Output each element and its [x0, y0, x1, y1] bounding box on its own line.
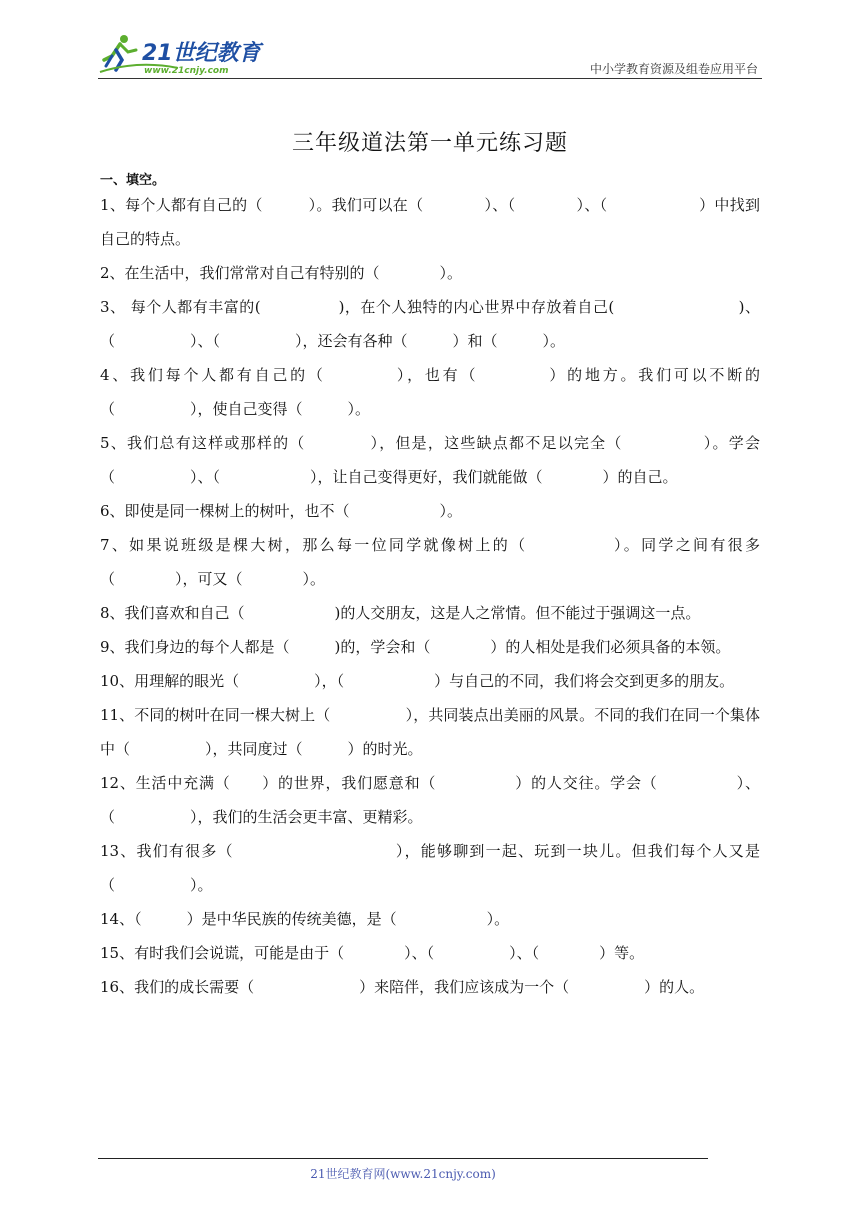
platform-tagline: 中小学教育资源及组卷应用平台 — [589, 62, 758, 76]
question-item: 10、用理解的眼光（ ），（ ）与自己的不同，我们将会交到更多的朋友。 — [100, 672, 735, 690]
question-item: 2、在生活中，我们常常对自己有特别的（ ）。 — [100, 264, 463, 282]
logo-url: www.21cnjy.com — [144, 66, 229, 76]
question-item: 14、（ ）是中华民族的传统美德，是（ ）。 — [100, 910, 510, 928]
runner-logo-icon — [98, 30, 268, 78]
question-item: 7、如果说班级是棵大树，那么每一位同学就像树上的（ ）。同学之间有很多（ ），可又（ ）。 — [100, 536, 760, 588]
question-item: 3、 每个人都有丰富的( )，在个人独特的内心世界中存放着自己( )、（ ）、（ ），还会有各种（ ）和（ ）。 — [100, 298, 760, 350]
question-item: 12、生活中充满（ ）的世界，我们愿意和（ ）的人交往。学会（ ）、（ ），我们的生活会更丰富、更精彩。 — [100, 774, 760, 826]
question-item: 6、即使是同一棵树上的树叶，也不（ ）。 — [100, 502, 463, 520]
question-item: 16、我们的成长需要（ ）来陪伴，我们应该成为一个（ ）的人。 — [100, 978, 705, 996]
question-item: 5、我们总有这样或那样的（ ），但是，这些缺点都不足以完全（ ）。学会（ ）、（ ），让自己变得更好，我们就能做（ ）的自己。 — [100, 434, 760, 486]
page-title: 三年级道法第一单元练习题 — [291, 131, 568, 156]
question-item: 15、有时我们会说谎，可能是由于（ ）、（ ）、（ ）等。 — [100, 944, 645, 962]
site-logo[interactable] — [98, 30, 268, 78]
question-item: 1、每个人都有自己的（ ）。我们可以在（ ）、（ ）、（ ）中找到自己的特点。 — [100, 196, 760, 248]
footer-link[interactable]: 21世纪教育网(www.21cnjy.com) — [310, 1167, 496, 1181]
question-item: 4、我们每个人都有自己的（ ），也有（ ）的地方。我们可以不断的（ ），使自己变得（ ）。 — [100, 366, 760, 418]
question-list — [100, 188, 760, 1004]
question-item: 11、不同的树叶在同一棵大树上（ ），共同装点出美丽的风景。不同的我们在同一个集体中（ ），共同度过（ ）的时光。 — [100, 706, 760, 758]
question-item: 9、我们身边的每个人都是（ )的，学会和（ ）的人相处是我们必须具备的本领。 — [100, 638, 731, 656]
section-heading: 一、填空。 — [100, 173, 166, 188]
question-item: 13、我们有很多（ ），能够聊到一起、玩到一块儿。但我们每个人又是（ ）。 — [100, 842, 760, 894]
logo-text: 21世纪教育 — [142, 41, 261, 66]
header-divider — [98, 78, 762, 79]
question-item: 8、我们喜欢和自己（ )的人交朋友，这是人之常情。但不能过于强调这一点。 — [100, 604, 701, 622]
page-header — [98, 30, 762, 80]
footer-divider — [98, 1158, 708, 1159]
